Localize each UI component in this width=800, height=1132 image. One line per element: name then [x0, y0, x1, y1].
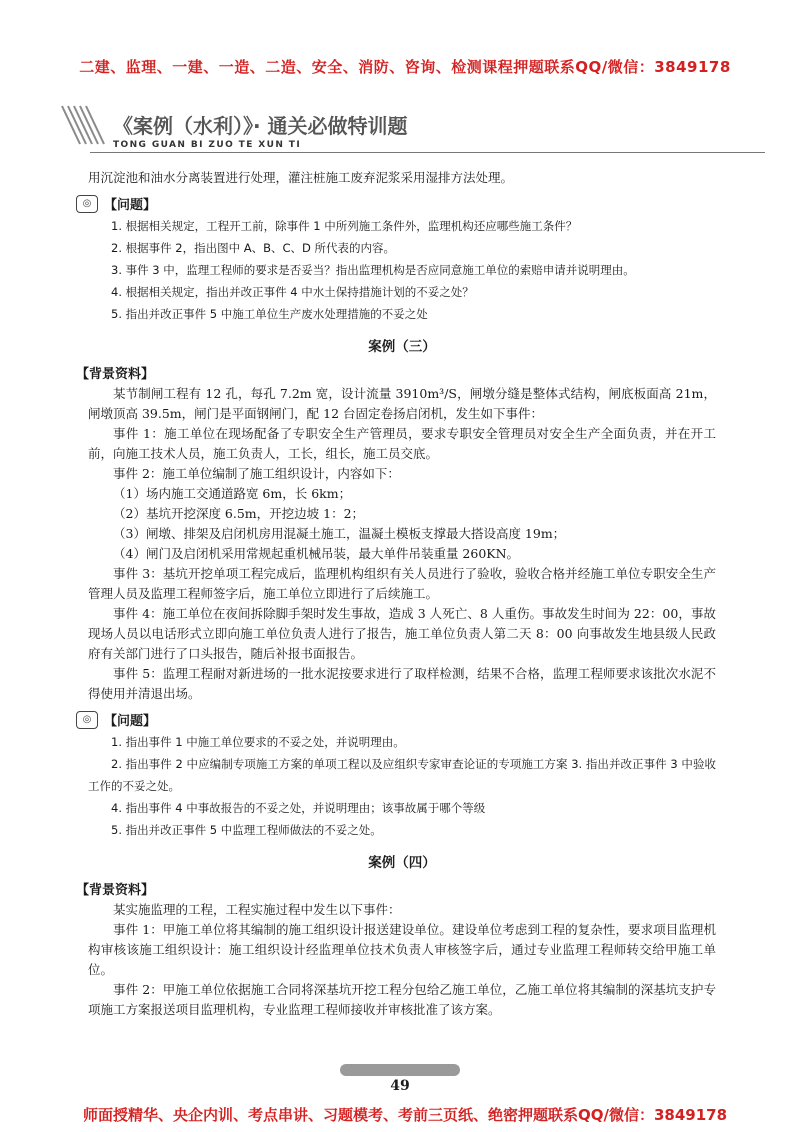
question-icon: ◎ — [76, 711, 98, 729]
questions-heading — [76, 710, 716, 729]
case-paragraph: 事件 5：监理工程耐对新进场的一批水泥按要求进行了取样检测，结果不合格，监理工程师要求该批次水泥不得使用并清退出场。 — [88, 666, 716, 701]
case-paragraph: 事件 1：甲施工单位将其编制的施工组织设计报送建设单位。建设单位考虑到工程的复杂性，要求项目监理机构审核该施工组织设计：施工组织设计经监理单位技术负责人审核签字后，通过专业监理工程师转交给甲施工单位。 — [88, 922, 716, 977]
case-paragraph: （3）闸墩、排架及启闭机房用混凝土施工，温凝土模板支撑最大搭设高度 19m； — [113, 526, 566, 541]
question-icon: ◎ — [76, 195, 98, 213]
questions-heading — [76, 194, 716, 213]
question-item: 5. 指出并改正事件 5 中监理工程师做法的不妥之处。 — [111, 823, 382, 837]
case-paragraph: （1）场内施工交通道路宽 6m，长 6km； — [113, 486, 352, 501]
footer-ornament — [340, 1064, 460, 1076]
question-item: 2. 根据事件 2，指出图中 A、B、C、D 所代表的内容。 — [111, 241, 396, 255]
case-paragraph: 事件 1：施工单位在现场配备了专职安全生产管理员，要求专职安全管理员对安全生产全面负责，并在开工前，向施工技术人员，施工负责人，工长，组长，施工员交底。 — [88, 426, 716, 461]
case-paragraph: 事件 2：施工单位编制了施工组织设计，内容如下： — [113, 466, 400, 481]
question-item: 2. 指出事件 2 中应编制专项施工方案的单项工程以及应组织专家审查论证的专项施工方案 3. 指出并改正事件 3 中验收工作的不妥之处。 — [88, 757, 716, 793]
header-stripes-icon — [58, 104, 108, 146]
background-heading: 【背景资料】 — [76, 367, 155, 382]
page-content — [76, 168, 716, 1020]
case-paragraph: 事件 3：基坑开挖单项工程完成后，监理机构组织有关人员进行了验收，验收合格并经施工单位专职安全生产管理人员及监理工程师签字后，施工单位立即进行了后续施工。 — [88, 566, 716, 601]
header-title: 《案例（水利）》· 通关必做特训题 — [113, 114, 408, 138]
bottom-advert-banner: 师面授精华、央企内训、考点串讲、习题模考、考前三页纸、绝密押题联系QQ/微信：3849178 — [82, 1106, 728, 1124]
question-item: 4. 指出事件 4 中事故报告的不妥之处，并说明理由；该事故属于哪个等级 — [111, 801, 486, 815]
case-title: 案例（三） — [368, 339, 436, 355]
background-heading: 【背景资料】 — [76, 883, 155, 898]
question-item: 3. 事件 3 中，监理工程师的要求是否妥当？指出监理机构是否应同意施工单位的索赔申请并说明理由。 — [111, 263, 635, 277]
case-title: 案例（四） — [368, 855, 436, 871]
question-item: 4. 根据相关规定，指出并改正事件 4 中水土保持措施计划的不妥之处？ — [111, 285, 474, 299]
case-paragraph: 某实施监理的工程，工程实施过程中发生以下事件： — [113, 902, 401, 917]
questions-heading-label: 【问题】 — [104, 714, 157, 729]
question-item: 1. 指出事件 1 中施工单位要求的不妥之处，并说明理由。 — [111, 735, 405, 749]
questions-heading-label: 【问题】 — [104, 198, 157, 213]
question-item: 1. 根据相关规定，工程开工前，除事件 1 中所列施工条件外，监理机构还应哪些施工条件？ — [111, 219, 578, 233]
top-advert-banner: 二建、监理、一建、一造、二造、安全、消防、咨询、检测课程押题联系QQ/微信：3849178 — [79, 58, 731, 76]
page-number: 49 — [390, 1078, 410, 1094]
header-divider — [90, 152, 765, 153]
case-paragraph: 事件 2：甲施工单位依据施工合同将深基坑开挖工程分包给乙施工单位，乙施工单位将其编制的深基坑支护专项施工方案报送项目监理机构，专业监理工程师接收并审核批准了该方案。 — [88, 982, 716, 1017]
case-paragraph: 某节制闸工程有 12 孔，每孔 7.2m 宽，设计流量 3910m³/S，闸墩分缝是整体式结构，闸底板面高 21m，闸墩顶高 39.5m，闸门是平面钢闸门，配 12 台固定卷扬启闭机，发生如下事件： — [88, 386, 716, 421]
case-paragraph: （2）基坑开挖深度 6.5m，开挖边坡 1：2； — [113, 506, 365, 521]
header-subtitle: TONG GUAN BI ZUO TE XUN TI — [113, 140, 302, 150]
case-paragraph: 事件 4：施工单位在夜间拆除脚手架时发生事故，造成 3 人死亡、8 人重伤。事故发生时间为 22：00，事故现场人员以电话形式立即向施工单位负责人进行了报告，施工单位负责人第二天 8：00 向事故发生地县级人民政府有关部门进行了口头报告，随后补报书面报告。 — [88, 606, 716, 661]
case-paragraph: （4）闸门及启闭机采用常规起重机械吊装，最大单件吊装重量 260KN。 — [113, 546, 520, 561]
intro-line: 用沉淀池和油水分离装置进行处理，灌注桩施工废弃泥浆采用湿排方法处理。 — [88, 170, 514, 185]
question-item: 5. 指出并改正事件 5 中施工单位生产废水处理措施的不妥之处 — [111, 307, 428, 321]
